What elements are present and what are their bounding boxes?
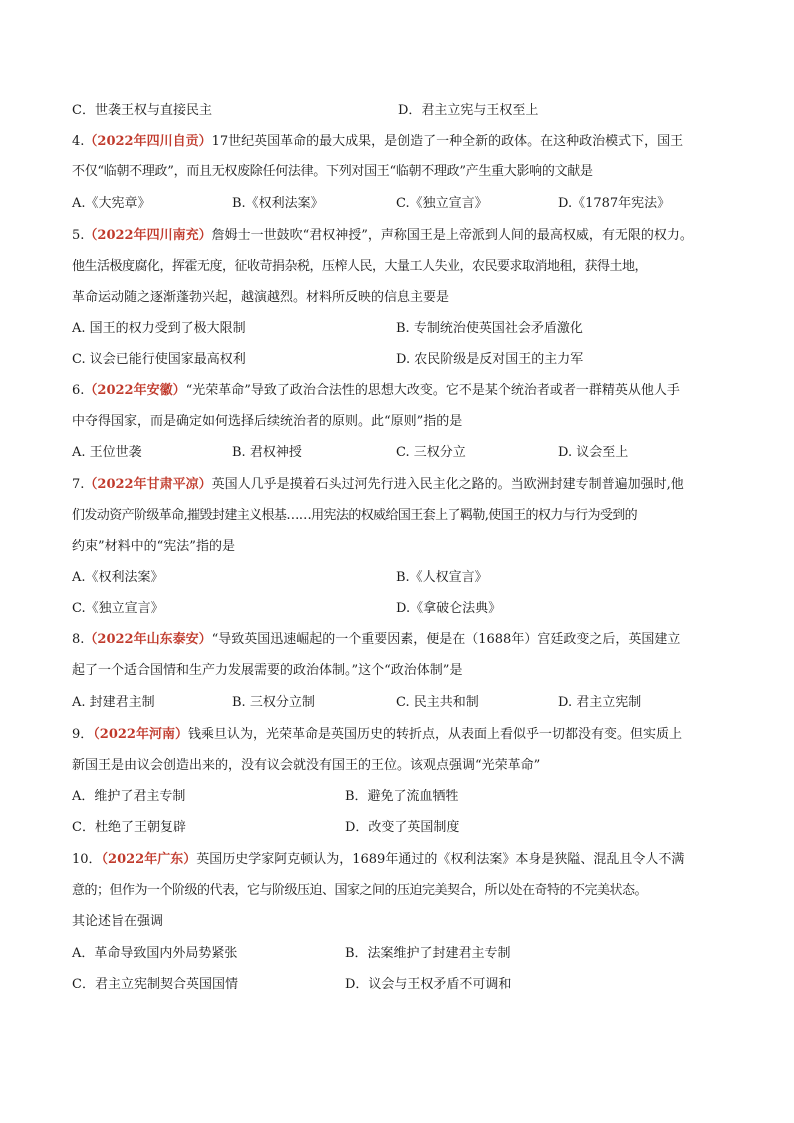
q7-source: （2022年甘肃平凉） xyxy=(84,477,212,492)
q4-number: 4. xyxy=(72,134,85,149)
q6-stem-line-1 xyxy=(72,383,680,399)
q7-stem-line-3: 约束”材料中的“宪法”指的是 xyxy=(72,539,235,554)
q8-source: （2022年山东泰安） xyxy=(84,632,212,647)
q8-option-a[interactable]: A. 封建君主制 xyxy=(72,695,155,710)
q9-option-a[interactable]: A．维护了君主专制 xyxy=(72,789,186,804)
q6-source: （2022年安徽） xyxy=(84,383,186,398)
q9-number: 9． xyxy=(72,727,94,742)
q10-option-a[interactable]: A．革命导致国内外局势紧张 xyxy=(72,946,238,961)
q4-option-c[interactable]: C.《独立宣言》 xyxy=(396,196,488,211)
prev-option-d: D．君主立宪与王权至上 xyxy=(398,103,539,118)
q10-text-1: 英国历史学家阿克顿认为，1689年通过的《权利法案》本身是狭隘、混乱且令人不满 xyxy=(196,852,685,867)
q5-option-d[interactable]: D. 农民阶级是反对国王的主力军 xyxy=(396,352,584,367)
q9-source: （2022年河南） xyxy=(93,727,188,742)
q4-stem-line-2: 不仅“临朝不理政”，而且无权废除任何法律。下列对国王“临朝不理政”产生重大影响的文献是 xyxy=(72,164,593,179)
q9-text-1: 钱乘旦认为，光荣革命是英国历史的转折点，从表面上看似乎一切都没有变。但实质上 xyxy=(187,727,682,742)
q5-stem-line-3: 革命运动随之逐渐蓬勃兴起，越演越烈。材料所反映的信息主要是 xyxy=(72,290,450,305)
q8-option-d[interactable]: D. 君主立宪制 xyxy=(558,695,642,710)
q8-number: 8. xyxy=(72,632,85,647)
q7-stem-line-1 xyxy=(72,477,684,493)
q4-option-d[interactable]: D.《1787年宪法》 xyxy=(558,196,671,211)
q8-option-c[interactable]: C. 民主共和制 xyxy=(396,695,479,710)
q5-option-b[interactable]: B. 专制统治使英国社会矛盾激化 xyxy=(396,321,583,336)
q6-stem-line-2: 中夺得国家，而是确定如何选择后续统治者的原则。此“原则”指的是 xyxy=(72,414,463,429)
q4-stem-line-1 xyxy=(72,134,683,150)
q6-option-b[interactable]: B. 君权神授 xyxy=(232,445,302,460)
q6-option-c[interactable]: C. 三权分立 xyxy=(396,445,466,460)
q8-stem-line-1 xyxy=(72,632,680,648)
q5-option-a[interactable]: A. 国王的权力受到了极大限制 xyxy=(72,321,246,336)
q7-option-a[interactable]: A.《权利法案》 xyxy=(72,570,164,585)
q4-text-1: 17世纪英国革命的最大成果，是创造了一种全新的政体。在这种政治模式下，国王 xyxy=(211,134,684,149)
q4-option-b[interactable]: B.《权利法案》 xyxy=(232,196,324,211)
q7-text-1: 英国人几乎是摸着石头过河先行进入民主化之路的。当欧洲封建专制普遍加强时,他 xyxy=(211,477,684,492)
q8-option-b[interactable]: B. 三权分立制 xyxy=(232,695,315,710)
prev-option-c: C．世袭王权与直接民主 xyxy=(72,103,212,118)
q9-option-b[interactable]: B．避免了流血牺牲 xyxy=(345,789,459,804)
q5-option-c[interactable]: C. 议会已能行使国家最高权利 xyxy=(72,352,246,367)
q7-stem-line-2: 们发动资产阶级革命,摧毁封建主义根基……用宪法的权威给国王套上了羁勒,使国王的权力与行为受到的 xyxy=(72,508,638,523)
q4-option-a[interactable]: A.《大宪章》 xyxy=(72,196,151,211)
q5-stem-line-1 xyxy=(72,228,693,244)
q10-stem-line-1 xyxy=(72,852,684,868)
q10-stem-line-2: 意的；但作为一个阶级的代表，它与阶级压迫、国家之间的压迫完美契合，所以处在奇特的不完美状态。 xyxy=(72,883,648,898)
q5-text-1: 詹姆士一世鼓吹“君权神授”，声称国王是上帝派到人间的最高权威，有无限的权力。 xyxy=(211,228,693,243)
q10-option-c[interactable]: C．君主立宪制契合英国国情 xyxy=(72,977,238,992)
q9-stem-line-2: 新国王是由议会创造出来的，没有议会就没有国王的王位。该观点强调“光荣革命” xyxy=(72,758,541,773)
q7-number: 7. xyxy=(72,477,85,492)
q10-option-b[interactable]: B．法案维护了封建君主专制 xyxy=(345,946,511,961)
q10-number: 10． xyxy=(72,852,102,867)
q5-source: （2022年四川南充） xyxy=(84,228,212,243)
q10-option-d[interactable]: D．议会与王权矛盾不可调和 xyxy=(345,977,512,992)
q6-option-a[interactable]: A. 王位世袭 xyxy=(72,445,142,460)
q6-text-1: “光荣革命”导致了政治合法性的思想大改变。它不是某个统治者或者一群精英从他人手 xyxy=(185,383,680,398)
q8-stem-line-2: 起了一个适合国情和生产力发展需要的政治体制。”这个“政治体制”是 xyxy=(72,663,463,678)
q7-option-c[interactable]: C.《独立宣言》 xyxy=(72,601,164,616)
q5-number: 5. xyxy=(72,228,85,243)
q9-option-c[interactable]: C．杜绝了王朝复辟 xyxy=(72,820,186,835)
q4-source: （2022年四川自贡） xyxy=(84,134,212,149)
q10-source: （2022年广东） xyxy=(101,852,197,867)
q7-option-d[interactable]: D.《拿破仑法典》 xyxy=(396,601,502,616)
q7-option-b[interactable]: B.《人权宣言》 xyxy=(396,570,488,585)
q10-stem-line-3: 其论述旨在强调 xyxy=(72,914,164,929)
q6-number: 6. xyxy=(72,383,85,398)
q6-option-d[interactable]: D. 议会至上 xyxy=(558,445,629,460)
q5-stem-line-2: 他生活极度腐化，挥霍无度，征收苛捐杂税，压榨人民，大量工人失业，农民要求取消地租，获得土地， xyxy=(72,259,648,274)
q9-stem-line-1 xyxy=(72,727,682,743)
q8-text-1: “导致英国迅速崛起的一个重要因素，便是在（1688年）宫廷政变之后，英国建立 xyxy=(211,632,681,647)
q9-option-d[interactable]: D．改变了英国制度 xyxy=(345,820,460,835)
